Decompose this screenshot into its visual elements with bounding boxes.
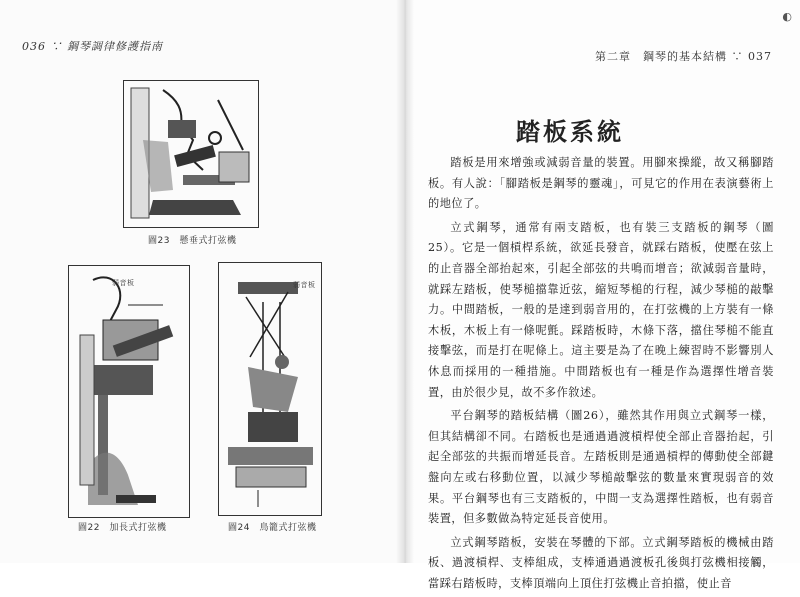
right-running-header: 第二章 鋼琴的基本結構 ∵ 037 bbox=[595, 50, 772, 63]
birdcage-action-diagram bbox=[218, 262, 322, 516]
figure-23 bbox=[123, 80, 259, 228]
corner-mark-icon: ◐ bbox=[782, 10, 792, 23]
extended-action-diagram bbox=[68, 265, 190, 518]
figure-23-caption: 圖23 懸垂式打弦機 bbox=[148, 236, 237, 246]
book-gutter bbox=[396, 0, 414, 563]
suspended-action-diagram bbox=[123, 80, 259, 228]
body-text bbox=[428, 153, 774, 597]
paragraph: 立式鋼琴，通常有兩支踏板，也有裝三支踏板的鋼琴（圖25）。它是一個槓桿系統，欲延長發音，就踩右踏板，使壓在弦上的止音器全部抬起來，引起全部弦的共鳴而增音；欲減弱音量時，就踩左踏板，使琴槌擋靠近弦，縮短琴槌的行程，減少琴槌的敲擊力。中間踏板，一般的是達到弱音用的，在打弦機的上方裝有一條木板，木板上有一條呢氈。踩踏板時，木條下落，擋住琴槌不能直接擊弦，而是打在呢條上。這主要是為了在晚上練習時不影響別人休息而採用的一種措施。中間踏板也有一種是作為選擇性增音裝置，由於很少見，故不多作敘述。 bbox=[428, 220, 774, 399]
section-title: 踏板系統 bbox=[516, 118, 624, 146]
paragraph: 平台鋼琴的踏板結構（圖26），雖然其作用與立式鋼琴一樣，但其結構卻不同。右踏板也是通過過渡槓桿使全部止音器抬起，引起全部弦的共振而增延長音。左踏板則是通過槓桿的傳動使全部鍵盤向左或右移動位置，以減少琴槌敲擊弦的數量來實現弱音的效果。平台鋼琴也有三支踏板的，中間一支為選擇性踏板，也有弱音裝置，但多數做為特定延長音使用。 bbox=[428, 409, 774, 526]
figure-24-label: 弱音板 bbox=[293, 281, 316, 289]
paragraph: 立式鋼琴踏板，安裝在琴體的下部。立式鋼琴踏板的機械由踏板、過渡槓桿、支棒組成，支棒通過過渡板孔後與打弦機相接觸，當踩右踏板時，支棒頂端向上頂住打弦機止音拍擋，使止音 bbox=[428, 535, 774, 590]
figure-22 bbox=[68, 265, 190, 518]
figure-24 bbox=[218, 262, 322, 516]
figure-22-label: 弱音板 bbox=[112, 279, 135, 287]
figure-24-caption: 圖24 鳥籠式打弦機 bbox=[228, 523, 317, 533]
paragraph: 踏板是用來增強或減弱音量的裝置。用腳來操縱，故又稱腳踏板。有人說：「腳踏板是鋼琴的靈魂」，可見它的作用在表演藝術上的地位了。 bbox=[428, 156, 774, 211]
figure-22-caption: 圖22 加長式打弦機 bbox=[78, 523, 167, 533]
left-running-header: 036 ∵ 鋼琴調律修護指南 bbox=[22, 40, 163, 53]
